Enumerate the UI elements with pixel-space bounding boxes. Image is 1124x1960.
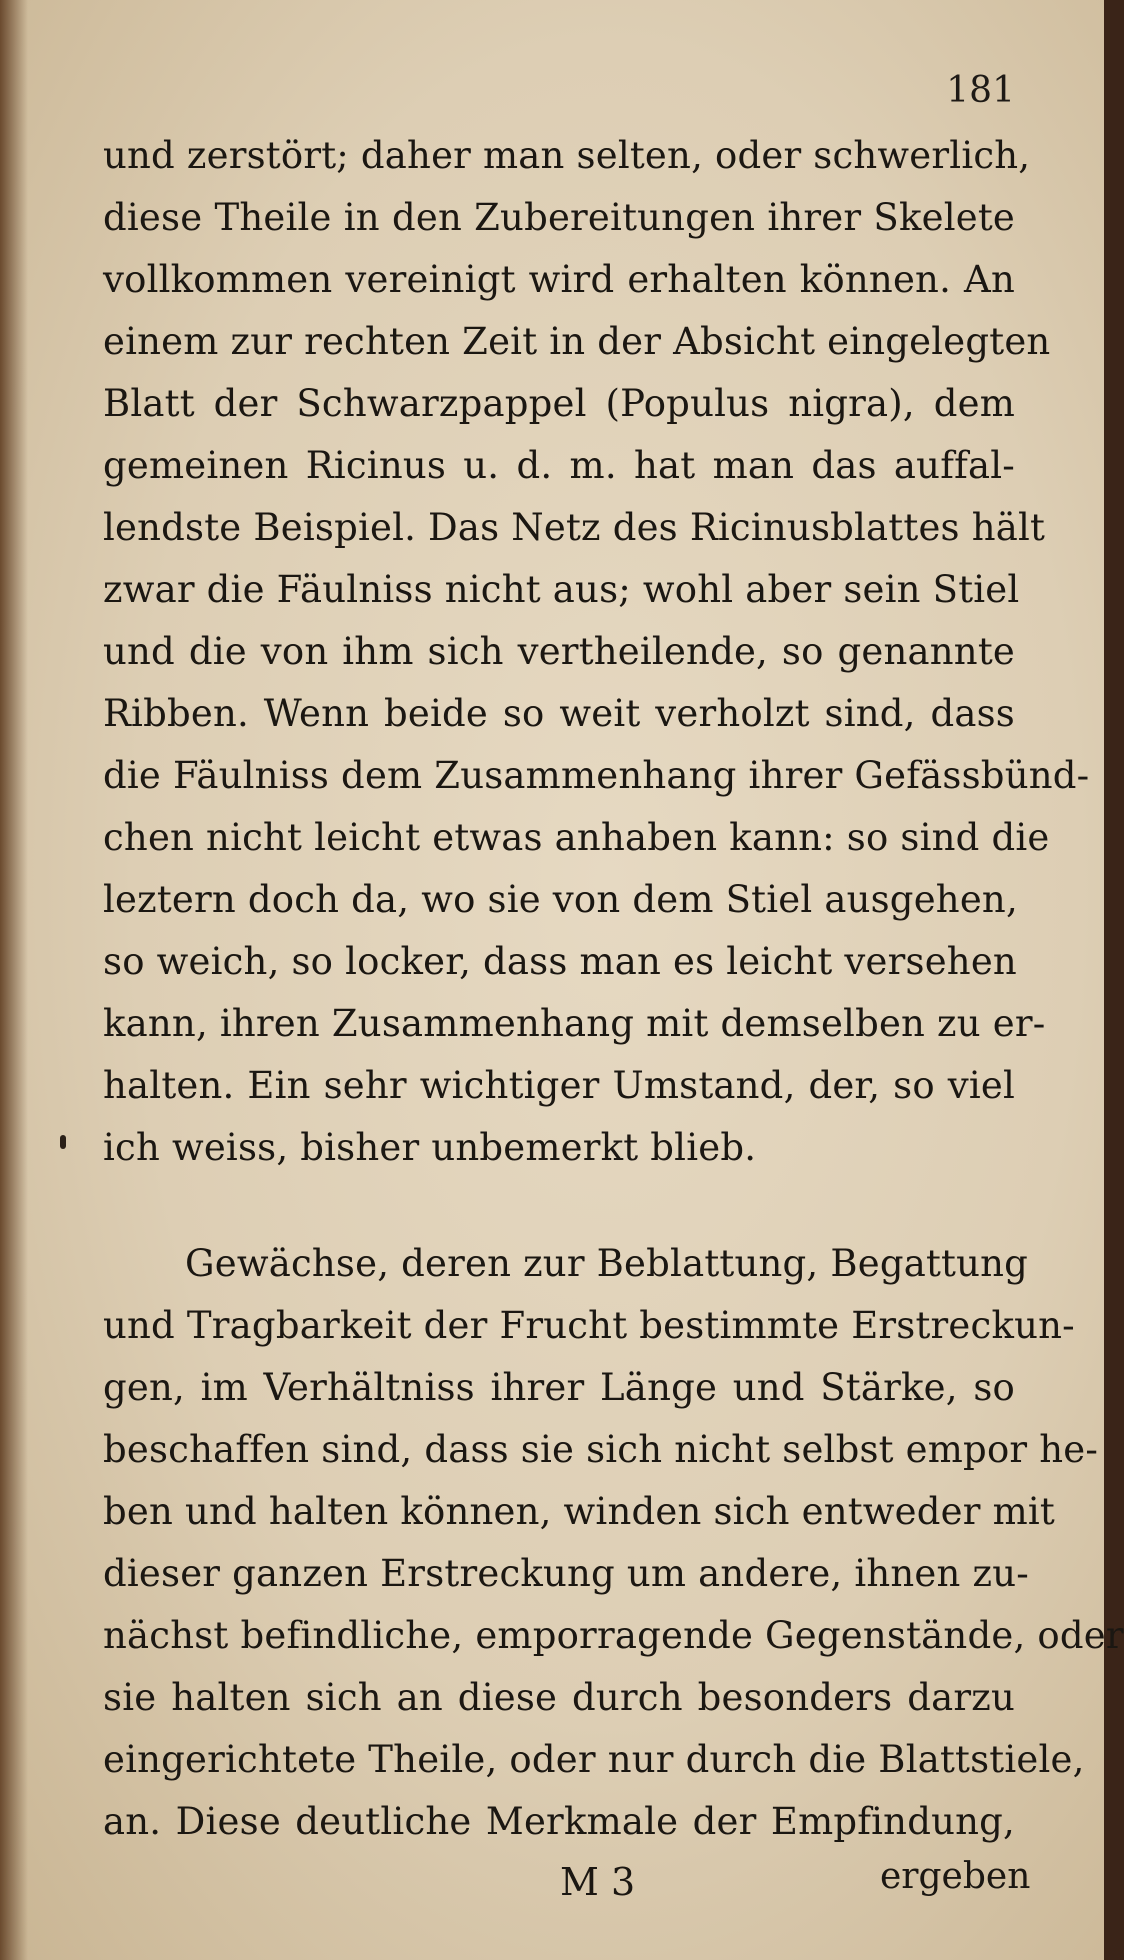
paragraph-1-line: und die von ihm sich vertheilende, so genannte xyxy=(103,630,1015,673)
paragraph-1-line: so weich, so locker, dass man es leicht versehen xyxy=(103,940,1017,983)
paragraph-1-line: halten. Ein sehr wichtiger Umstand, der, so viel xyxy=(103,1064,1015,1107)
paragraph-2-line: sie halten sich an diese durch besonders darzu xyxy=(103,1676,1015,1719)
page-gutter-shadow xyxy=(0,0,28,1960)
ink-speck xyxy=(60,1135,66,1149)
paragraph-1-line: die Fäulniss dem Zusammenhang ihrer Gefässbünd- xyxy=(103,754,1090,797)
paragraph-1-line: gemeinen Ricinus u. d. m. hat man das auffal- xyxy=(103,444,1015,487)
paragraph-1-line: lendste Beispiel. Das Netz des Ricinusblattes hält xyxy=(103,506,1046,549)
paragraph-1-line: kann, ihren Zusammenhang mit demselben zu er- xyxy=(103,1002,1046,1045)
paragraph-2-line: gen, im Verhältniss ihrer Länge und Stärke, so xyxy=(103,1366,1015,1409)
paragraph-2-line: an. Diese deutliche Merkmale der Empfindung, xyxy=(103,1800,1015,1843)
catchword: ergeben xyxy=(880,1856,1031,1897)
paragraph-2-line: dieser ganzen Erstreckung um andere, ihnen zu- xyxy=(103,1552,1029,1595)
paragraph-1-line: zwar die Fäulniss nicht aus; wohl aber sein Stiel xyxy=(103,568,1020,611)
paragraph-1-line: einem zur rechten Zeit in der Absicht eingelegten xyxy=(103,320,1051,363)
paragraph-1-line: ich weiss, bisher unbemerkt blieb. xyxy=(103,1126,757,1169)
paragraph-1-line: Blatt der Schwarzpappel (Populus nigra), dem xyxy=(103,382,1015,425)
paragraph-2-line: eingerichtete Theile, oder nur durch die Blattstiele, xyxy=(103,1738,1085,1781)
paragraph-2-line: nächst befindliche, emporragende Gegenstände, oder xyxy=(103,1614,1124,1657)
paragraph-1-line: diese Theile in den Zubereitungen ihrer Skelete xyxy=(103,196,1015,239)
paragraph-2-line: Gewächse, deren zur Beblattung, Begattung xyxy=(185,1242,1029,1285)
paragraph-1-line: und zerstört; daher man selten, oder schwerlich, xyxy=(103,134,1031,177)
paragraph-2-line: beschaffen sind, dass sie sich nicht selbst empor he- xyxy=(103,1428,1099,1471)
paragraph-1-line: chen nicht leicht etwas anhaben kann: so sind die xyxy=(103,816,1050,859)
signature-mark: M 3 xyxy=(560,1860,636,1904)
paragraph-1-line: Ribben. Wenn beide so weit verholzt sind, dass xyxy=(103,692,1015,735)
paragraph-2-line: ben und halten können, winden sich entweder mit xyxy=(103,1490,1055,1533)
paragraph-1-line: leztern doch da, wo sie von dem Stiel ausgehen, xyxy=(103,878,1018,921)
paragraph-1-line: vollkommen vereinigt wird erhalten können. An xyxy=(103,258,1015,301)
page-number: 181 xyxy=(946,70,1015,111)
paragraph-2-line: und Tragbarkeit der Frucht bestimmte Erstreckun- xyxy=(103,1304,1075,1347)
